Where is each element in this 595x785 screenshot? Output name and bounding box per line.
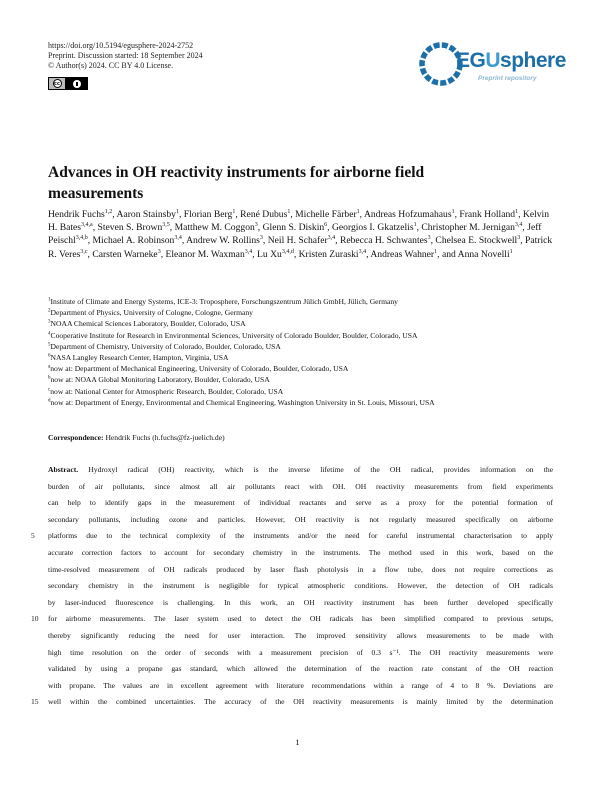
preprint-date: Preprint. Discussion started: 18 September 2024 [48,51,203,61]
affiliation-item [48,386,553,397]
affiliation-text: now at: Department of Mechanical Engineering, University of Colorado, Boulder, Colorado, USA [50,364,349,374]
egusphere-wordmark: EGUsphere [456,49,566,72]
affiliation-mark: 3 [48,319,51,325]
affiliation-mark: a [48,364,51,370]
affiliation-mark: b [48,375,51,381]
cc-by-license-badge[interactable] [48,77,88,90]
by-person-icon [73,80,81,88]
abstract-text: secondary pollutants, including ozone and particles. However, OH reactivity is not regularly measured specifically on airborne [48,514,553,524]
affiliation-mark: c [48,387,51,393]
copyright-notice: © Author(s) 2024. CC BY 4.0 License. [48,61,174,71]
affiliation-mark: 2 [48,308,51,314]
abstract-line [48,462,553,479]
affiliation-mark: 1 [48,297,51,303]
affiliation-text: Institute of Climate and Energy Systems, ICE-3: Troposphere, Forschungszentrum Jülich GmbH, Jülich, Germany [50,297,398,306]
affiliation-text: Department of Physics, University of Cologne, Cologne, Germany [50,308,253,318]
correspondence [48,433,553,443]
page-number: 1 [295,737,300,747]
affiliation-item [48,374,553,385]
abstract-text: well within the combined uncertainties. The accuracy of the OH reactivity measurements is mainly limited by the determination [48,697,553,707]
line-number: 15 [31,697,39,707]
affiliation-item [48,296,553,307]
affiliation-list [48,296,553,408]
affiliation-item [48,352,553,363]
abstract-line [48,628,553,645]
abstract-line [31,694,553,711]
correspondence-text: Hendrik Fuchs (h.fuchs@fz-juelich.de) [103,433,225,442]
affiliation-text: Department of Chemistry, University of Colorado, Boulder, Colorado, USA [50,341,281,351]
affiliation-text: NOAA Chemical Sciences Laboratory, Boulder, Colorado, USA [50,319,246,329]
correspondence-label: Correspondence: [48,433,104,442]
abstract-line [48,545,553,562]
abstract-line [48,645,553,662]
logo-subtitle: Preprint repository [478,75,537,82]
abstract-text: can help to identify gaps in the measurement of individual reactants and serve as a proxy for the potential formation of [48,498,553,508]
affiliation-mark: d [48,398,51,404]
cc-icon [49,78,66,89]
affiliation-mark: 5 [48,342,51,348]
abstract-line [48,562,553,579]
abstract-text: by laser-induced fluorescence is challenging. In this work, an OH reactivity instrument has been further developed specifically [48,597,553,607]
abstract-line [48,661,553,678]
abstract-text: with propane. The values are in excellent agreement with literature recommendations within a range of 4 to 8 %. Deviations are [48,680,553,690]
affiliation-text: now at: Department of Energy, Environmental and Chemical Engineering, Washington University in St. Louis, Missouri, USA [50,397,435,407]
abstract-text: platforms due to the technical complexity of the instruments and/or the need for careful instrumental characterisation to apply [48,531,553,541]
abstract-text: accurate correction factors to account for secondary chemistry in the instruments. The method used in this work, based on the [48,547,553,557]
affiliation-text: now at: National Center for Atmospheric Research, Boulder, Colorado, USA [50,386,284,396]
affiliation-item [48,330,553,341]
affiliation-mark: 6 [48,353,51,359]
abstract-text: Hydroxyl radical (OH) reactivity, which is the inverse lifetime of the OH radical, provides information on the [78,465,553,474]
affiliation-item [48,341,553,352]
author-list: Hendrik Fuchs$^{1,2}$, Aaron Stainsby$^1$, Florian Berg$^1$, René Dubus$^1$, Michelle Färber$^1$, Andreas Hofzumahaus$^1$, Frank Holland$^1$, Kelvin H. Bates$^{3,4,a}$, Steven S. Brown$^{3,5}$, Matthew M. Coggon$^3$, Glenn S. Diskin$^6$, Georgios I. Gkatzelis$^1$, Christopher M. Jernigan$^{3,4}$, Jeff Peischl$^{3,4,b}$, Michael A. Robinson$^{3,4}$, Andrew W. Rollins$^3$, Neil H. Schafer$^{3,4}$, Rebecca H. Schwantes$^3$, Chelsea E. Stockwell$^3$, Patrick R. Veres$^{3,c}$, Carsten Warneke$^3$, Eleanor M. Waxman$^{3,4}$, Lu Xu$^{3,4,d}$, Kristen Zuraski$^{3,4}$, Andreas Wahner$^1$, and Anna Novelli$^1$ [48,208,553,260]
abstract-line [48,678,553,695]
abstract-line [48,578,553,595]
header-meta [48,41,203,72]
abstract [31,462,553,711]
abstract-text: secondary chemistry in the instrument is negligible for typical atmospheric conditions. However, the detection of OH radicals [48,581,553,591]
affiliation-mark: 4 [48,331,51,337]
abstract-text: for airborne measurements. The laser system used to detect the OH radicals has been simplified compared to previous setups, [48,614,553,624]
abstract-line [48,479,553,496]
abstract-line [48,495,553,512]
doi-link[interactable]: https://doi.org/10.5194/egusphere-2024-2752 [48,41,194,50]
affiliation-text: Cooperative Institute for Research in Environmental Sciences, University of Colorado Boulder, Boulder, Colorado, USA [50,330,418,340]
abstract-label: Abstract. [48,465,79,474]
affiliation-item [48,318,553,329]
affiliation-item [48,397,553,408]
affiliation-item [48,363,553,374]
cc-circle: cc [54,80,60,87]
affiliation-text: NASA Langley Research Center, Hampton, Virginia, USA [50,353,229,363]
abstract-line [31,611,553,628]
abstract-text: burden of air pollutants, since almost all air pollutants react with OH. OH reactivity measurements from field experiments [48,481,553,491]
by-icon [66,78,87,89]
line-number: 10 [31,614,39,624]
affiliation-text: now at: NOAA Global Monitoring Laboratory, Boulder, Colorado, USA [50,375,270,385]
abstract-text: high time resolution on the order of seconds with a measurement precision of 0.3 s⁻¹. The OH reactivity measurements were [48,647,553,657]
abstract-text: time-resolved measurement of OH radicals produced by laser flash photolysis in a flow tube, does not require corrections as [48,564,553,574]
abstract-text: thereby significantly reducing the need for user interaction. The improved sensitivity allows measurements to be made with [48,630,553,640]
abstract-text: validated by using a propane gas standard, which allowed the determination of the reaction rate constant of the OH reaction [48,664,553,674]
abstract-line [48,512,553,529]
affiliation-item [48,307,553,318]
abstract-line [31,528,553,545]
paper-title: Advances in OH reactivity instruments for airborne field measurements [48,164,425,202]
abstract-line [48,595,553,612]
line-number: 5 [31,531,35,541]
